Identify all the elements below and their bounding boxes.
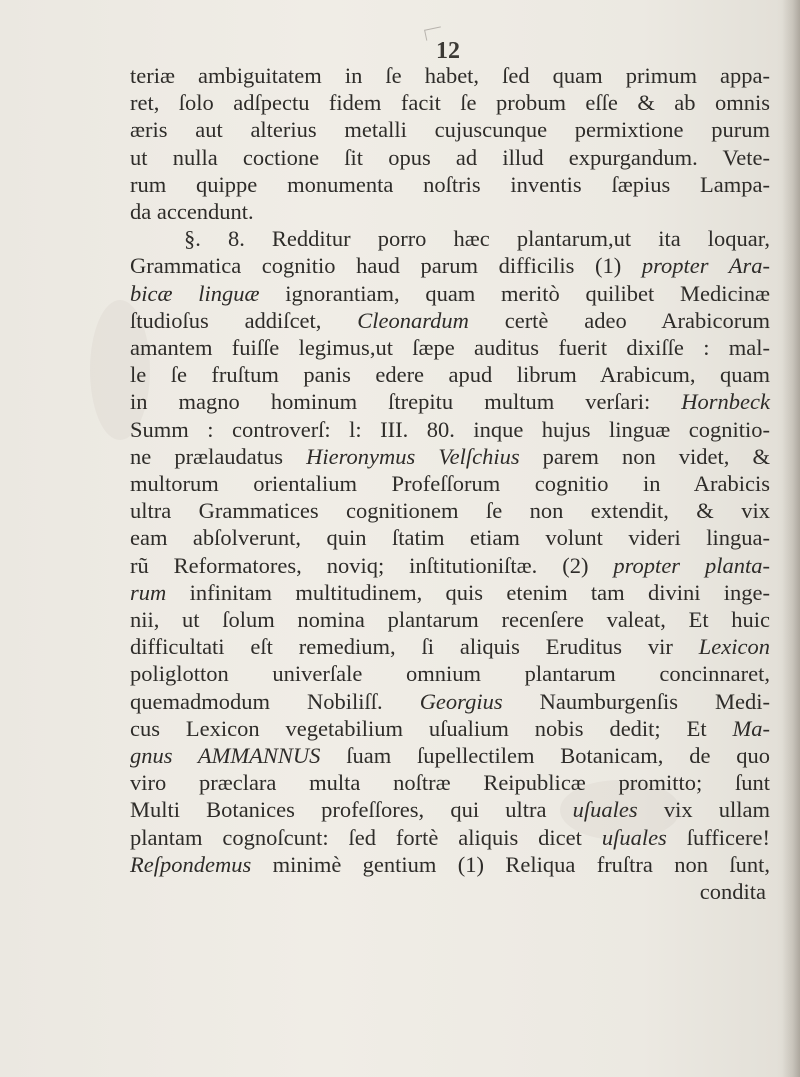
text-line: ſtudioſus addiſcet, Cleonardum certè adeo Arabicorum	[130, 307, 770, 333]
text-line: da accendunt.	[130, 199, 254, 225]
text-line: rum infinitam multitudinem, quis etenim tam divini inge-	[130, 579, 770, 605]
spine-shadow	[782, 0, 800, 1077]
body-text	[130, 62, 770, 905]
text-line: ultra Grammatices cognitionem ſe non extendit, & vix	[130, 498, 770, 524]
text-line: rum quippe monumenta noſtris inventis ſæpius Lampa-	[130, 171, 770, 197]
text-line: bicæ linguæ ignorantiam, quam meritò quilibet Medicinæ	[130, 280, 770, 306]
text-line: plantam cognoſcunt: ſed fortè aliquis dicet uſuales ſufficere!	[130, 824, 770, 850]
text-line: ut nulla coctione ſit opus ad illud expurgandum. Vete-	[130, 144, 770, 170]
text-line: rũ Reformatores, noviq; inſtitutioniſtæ. (2) propter planta-	[130, 552, 770, 578]
text-line: viro præclara multa noſtræ Reipublicæ promitto; ſunt	[130, 770, 770, 796]
text-line: le ſe fruſtum panis edere apud librum Arabicum, quam	[130, 362, 770, 388]
text-line: eam abſolverunt, quin ſtatim etiam volunt videri lingua-	[130, 525, 770, 551]
catchword: condita	[699, 879, 766, 905]
text-line: Summ : controverſ: l: III. 80. inque hujus linguæ cognitio-	[130, 416, 770, 442]
text-line: quemadmodum Nobiliſſ. Georgius Naumburgenſis Medi-	[130, 688, 770, 714]
text-line: amantem fuiſſe legimus,ut ſæpe auditus fuerit dixiſſe : mal-	[130, 335, 770, 361]
text-line: æris aut alterius metalli cujuscunque permixtione purum	[130, 117, 770, 143]
text-line: nii, ut ſolum nomina plantarum recenſere valeat, Et huic	[130, 607, 770, 633]
text-line: teriæ ambiguitatem in ſe habet, ſed quam primum appa-	[130, 63, 770, 88]
page-number: 12	[436, 38, 460, 64]
text-line: ne prælaudatus Hieronymus Velſchius parem non videt, &	[130, 443, 770, 469]
text-line: Multi Botanices profeſſores, qui ultra uſuales vix ullam	[130, 797, 770, 823]
text-line: Reſpondemus minimè gentium (1) Reliqua fruſtra non ſunt,	[130, 851, 770, 877]
text-line: cus Lexicon vegetabilium uſualium nobis dedit; Et Ma-	[130, 715, 770, 741]
text-line: multorum orientalium Profeſſorum cognitio in Arabicis	[130, 471, 770, 497]
text-line: poliglotton univerſale omnium plantarum concinnaret,	[130, 661, 770, 687]
text-line: difficultati eſt remedium, ſi aliquis Eruditus vir Lexicon	[130, 634, 770, 660]
text-line: ret, ſolo adſpectu fidem facit ſe probum eſſe & ab omnis	[130, 90, 770, 116]
text-line: in magno hominum ſtrepitu multum verſari: Hornbeck	[130, 389, 770, 415]
text-line: Grammatica cognitio haud parum difficilis (1) propter Ara-	[130, 253, 770, 279]
paragraph-heading: §. 8. Redditur porro hæc plantarum,ut ita loquar,	[184, 226, 770, 252]
text-line: gnus AMMANNUS ſuam ſupellectilem Botanicam, de quo	[130, 743, 770, 769]
